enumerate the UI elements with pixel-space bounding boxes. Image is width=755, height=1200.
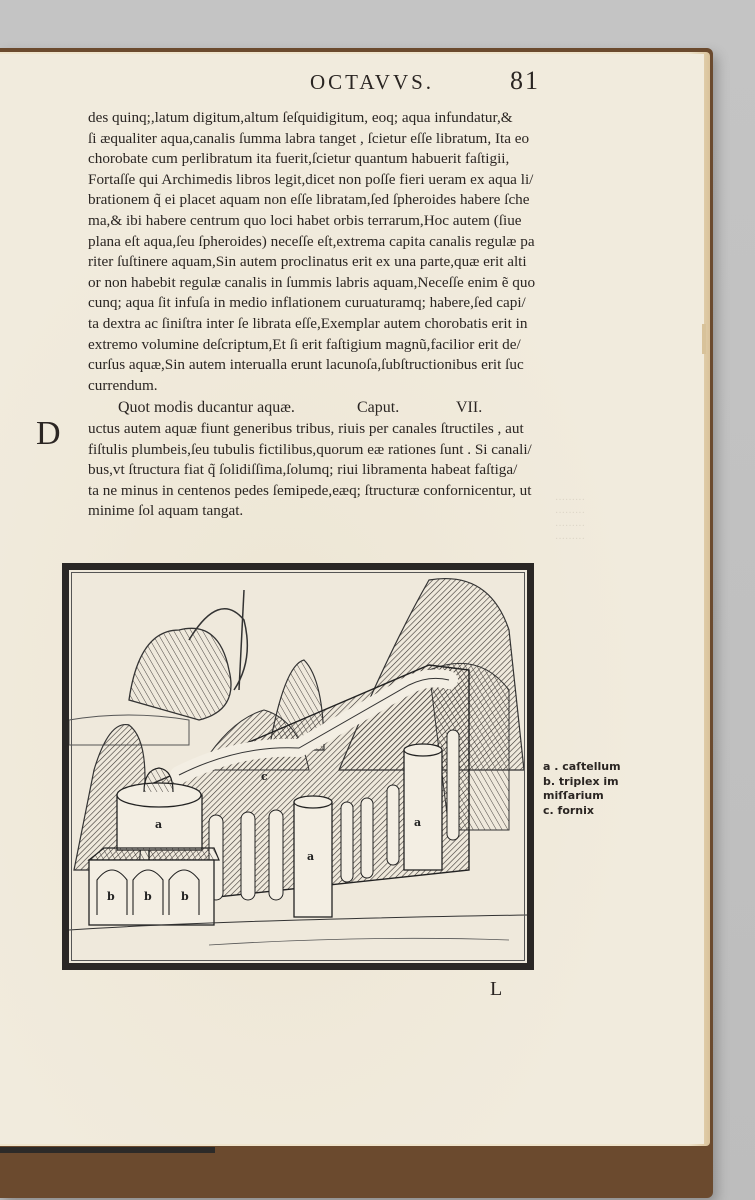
text-line: uctus autem aquæ fiunt generibus tribus, riuis per canales ſtructiles , aut [88,419,524,437]
marginal-note-line: a . caſtellum [543,760,621,773]
text-block [36,108,558,522]
woodcut-label-a: a [414,816,422,829]
woodcut-label-a: a [155,818,163,831]
woodcut-label-b: b [144,890,152,903]
signature-mark: L [490,978,503,1000]
text-line: plana eſt aqua,ſeu ſpheroides) neceſſe eſt,extrema capita canalis regulæ pa [88,232,535,250]
text-line: minime ſol aquam tangat. [88,502,244,520]
folio-number: 81 [510,66,540,95]
text-line: or non habebit regulæ canalis in ſummis labris aquam,Neceſſe enim ẽ quo [88,273,536,291]
chapter-body [36,414,558,522]
marginal-note [543,760,633,818]
book-page [0,54,704,1144]
aqueduct-woodcut-icon [69,570,527,963]
chapter-heading [88,398,558,419]
text-line: ta dextra ac ſiniſtra inter ſe librata eſſe,Exemplar autem chorobatis erit in [88,314,528,332]
text-line: cunq; aqua ſit infuſa in medio inflationem curuaturamq; habere,ſed capi/ [88,294,526,312]
text-line: chorobate cum perlibratum ita fuerit,ſcietur quantum habuerit faſtigii, [88,150,510,168]
show-through-text: ········· ········· ········· ········· [555,495,585,545]
woodcut-label-b: b [181,890,189,903]
marginal-note-line: miſſarium [543,789,604,802]
woodcut-label-b: b [107,890,115,903]
running-head [0,66,704,100]
text-line: ſi æqualiter aqua,canalis ſumma labra tanget , ſcietur eſſe libratum, Ita eo [88,129,530,147]
cover-bottom-edge [0,1147,215,1153]
text-line: des quinq;,latum digitum,altum ſeſquidigitum, eoq; aqua infundatur,& [88,109,513,126]
text-line: brationem q̃ ei placet aquam non eſſe libratam,ſed ſpheroides habere ſche [88,191,530,209]
text-line: fiſtulis plumbeis,ſeu tubulis fictilibus,quorum eæ rationes ſunt . Si canali/ [88,440,532,458]
page-tab-marker [702,324,706,354]
drop-cap: D [36,414,61,452]
woodcut-label-a: a [307,850,315,863]
running-title: OCTAVVS. [310,70,435,94]
chapter-number: VII. [456,399,483,417]
text-line: Fortaſſe qui Archimedis libros legit,dicet non poſſe fieri ueram ex aqua li/ [88,170,534,188]
marginal-note-line: b. triplex im [543,774,619,788]
text-line: ma,& ibi habere centrum quo loci habet orbis terrarum,Hoc autem (ſiue [88,211,522,229]
text-line: extremo volumine deſcriptum,Et ſi erit faſtigium magnũ,facilior erit de/ [88,335,521,353]
chapter-title: Quot modis ducantur aquæ. [118,399,295,417]
text-line: bus,vt ſtructura fiat q̃ ſolidiſſima,ſolumq; riui libramenta habeat faſtiga/ [88,461,518,479]
text-line: curſus aquæ,Sin autem interualla erunt lacunoſa,ſubſtructionibus erit ſuc [88,356,524,374]
marginal-note-line: c. fornix [543,803,594,817]
text-line: currendum. [88,376,158,394]
text-line: ta ne minus in centenos pedes ſemipede,eæq; ſtructuræ confornicentur, ut [88,481,532,499]
woodcut-label-c: c [261,770,268,783]
text-line: riter ſuſtinere aquam,Sin autem proclinatus erit ex una parte,quæ erit alti [88,253,527,271]
chapter-caput: Caput. [357,399,400,417]
woodcut-illustration [62,563,534,970]
